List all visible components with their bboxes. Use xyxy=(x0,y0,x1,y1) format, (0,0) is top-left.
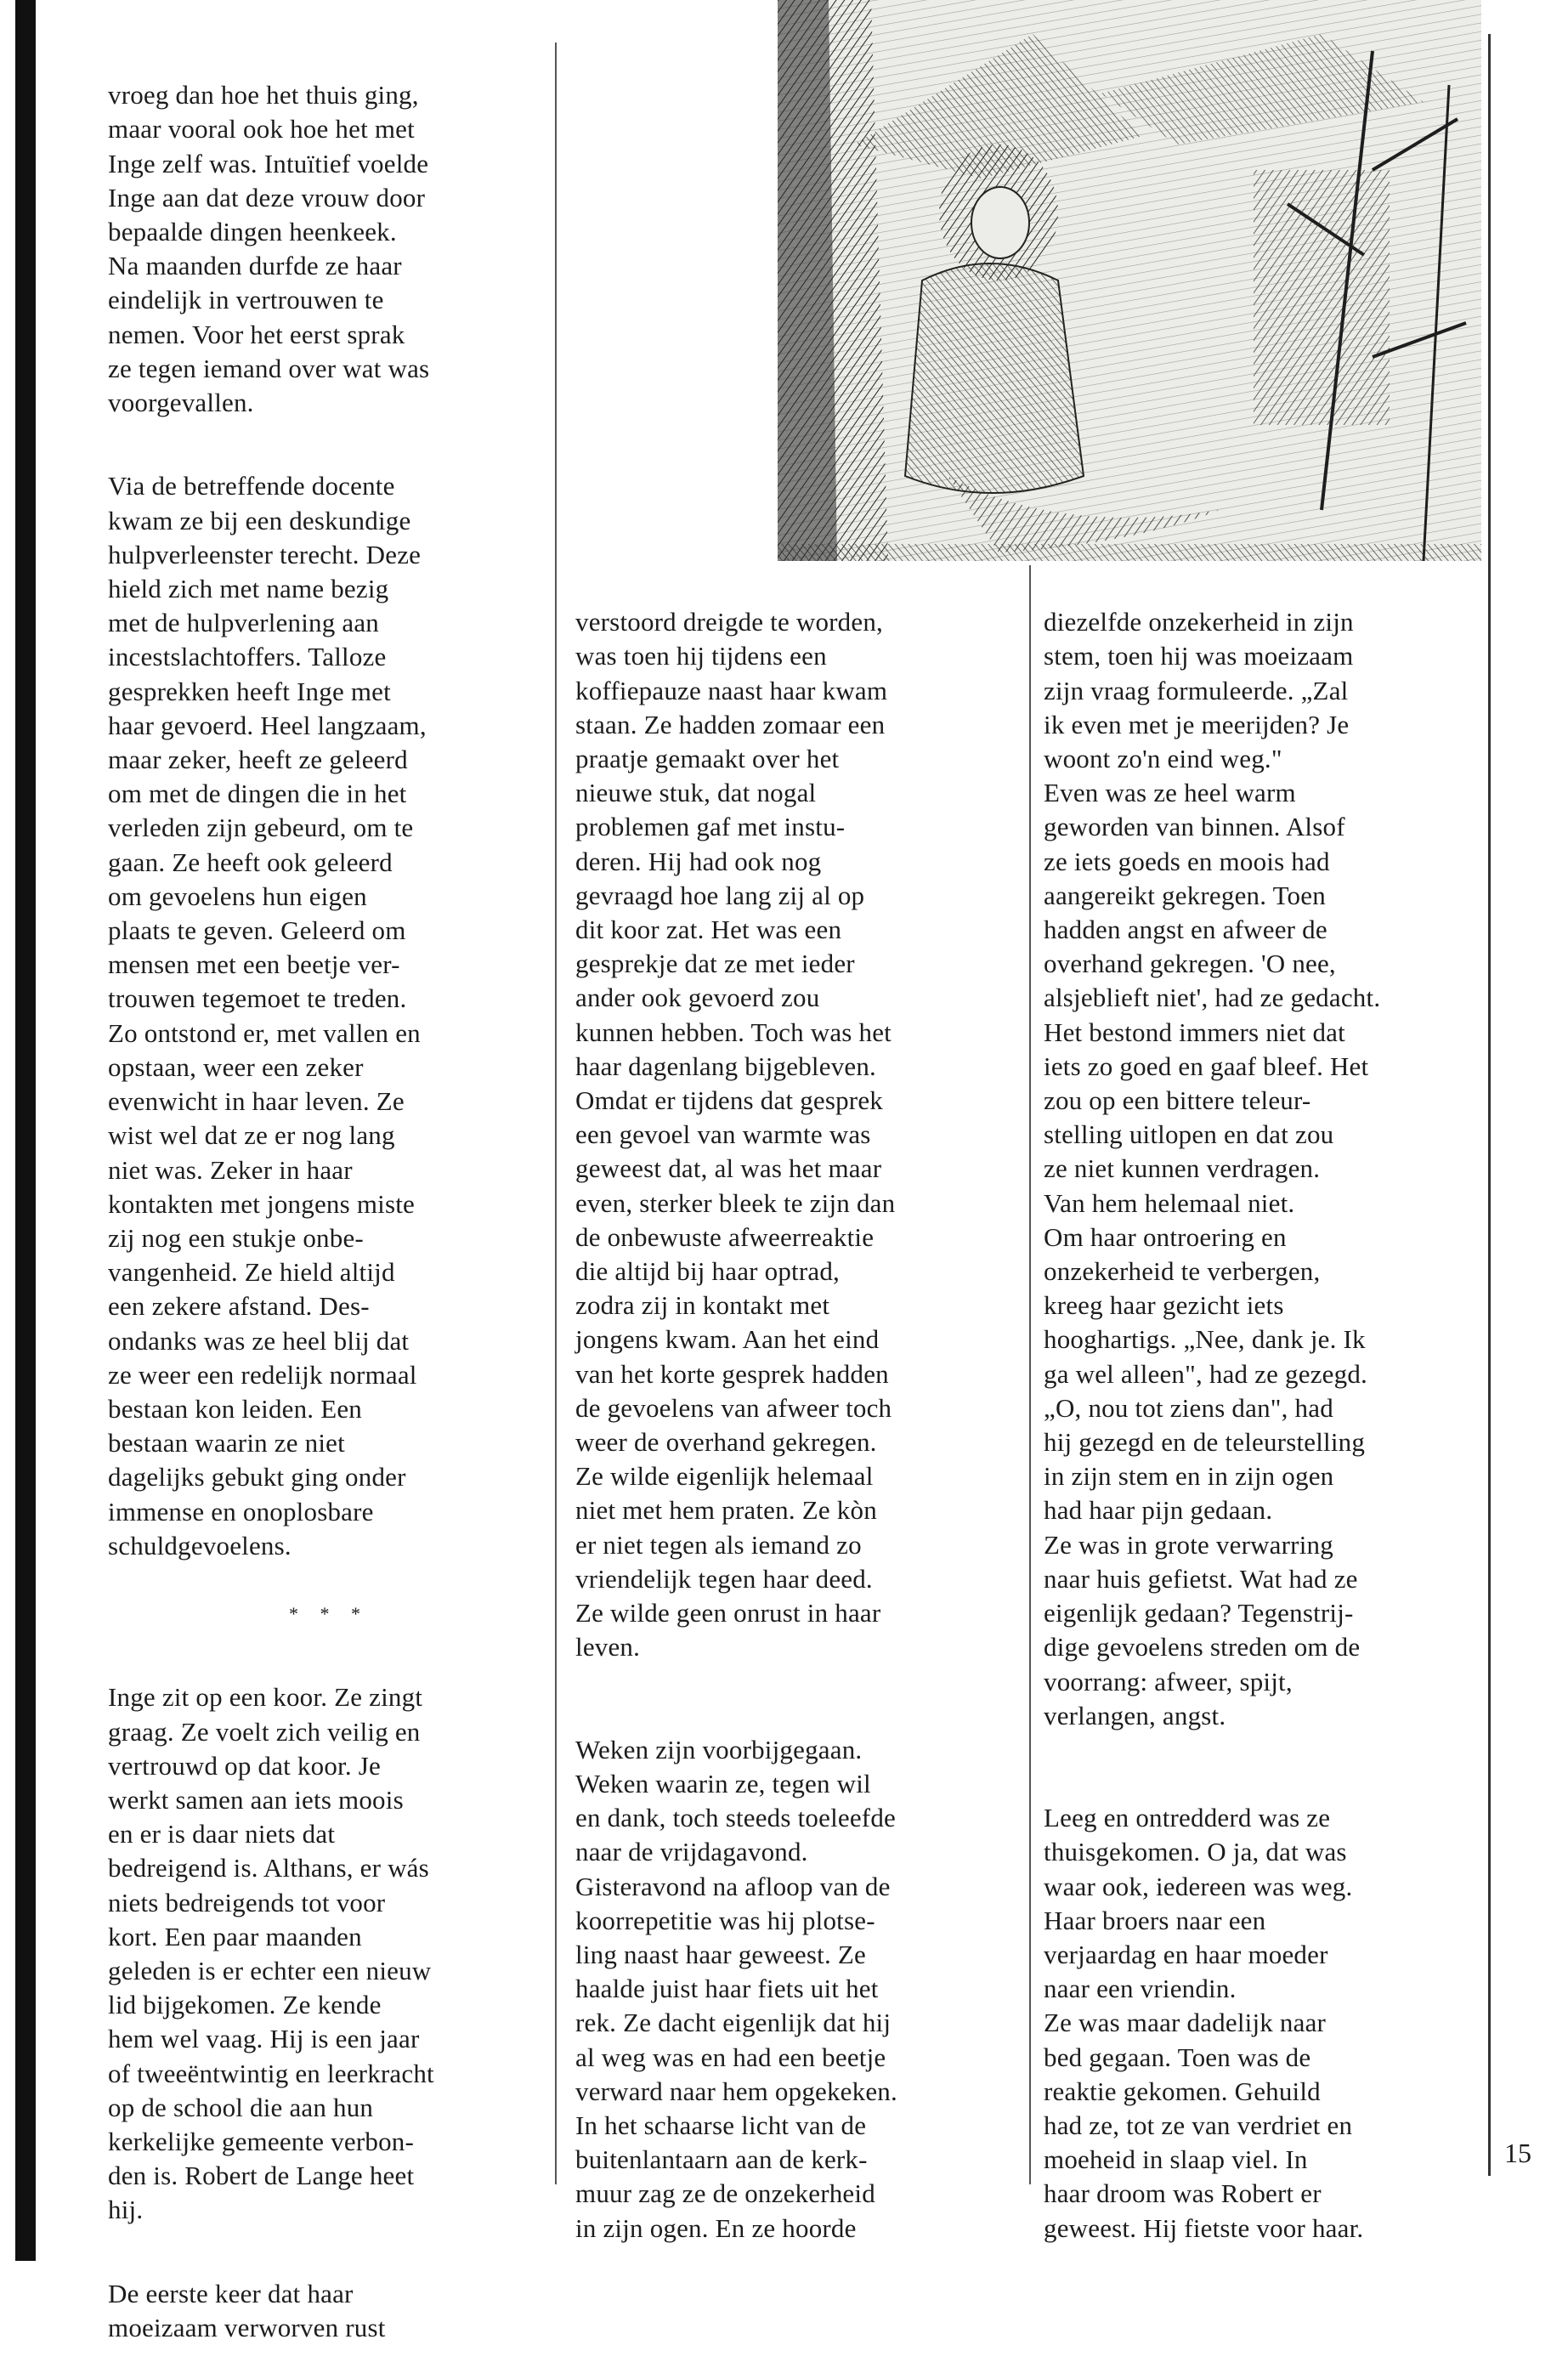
paragraph: Leeg en ontredderd was ze thuisgekomen. O ja, dat was waar ook, iedereen was weg. Haar broers naar een verjaardag en haar moeder naar een vriendin. Ze was maar dadelijk naar bed gegaan. Toen was de reaktie gekomen. Gehuild had ze, tot ze van verdriet en moeheid in slaap viel. In haar droom was Robert er geweest. Hij fietste voor haar. xyxy=(1044,1803,1364,2243)
paragraph: Via de betreffende docente kwam ze bij een deskundige hulpverleenster terecht. Deze hield zich met name bezig met de hulpverlening aan incestslachtoffers. Talloze gesprekken heeft Inge met haar gevoerd. Heel langzaam, maar zeker, heeft ze geleerd om met de dingen die in het verleden zijn gebeurd, om te gaan. Ze heeft ook geleerd om gevoelens hun eigen plaats te geven. Geleerd om mensen met een beetje ver- trouwen tegemoet te treden. Zo ontstond er, met vallen en opstaan, weer een zeker evenwicht in haar leven. Ze wist wel dat ze er nog lang niet was. Zeker in haar kontakten met jongens miste zij nog een stukje onbe- vangenheid. Ze hield altijd een zekere afstand. Des- ondanks was ze heel blij dat ze weer een redelijk normaal bestaan kon leiden. Een bestaan waarin ze niet dagelijks gebukt ging onder immense en onoplosbare schuldgevoelens. xyxy=(108,471,427,1561)
column-rule-2 xyxy=(1029,565,1031,2184)
paragraph: diezelfde onzekerheid in zijn stem, toen hij was moeizaam zijn vraag formuleerde. „Zal ik even met je meerijden? Je woont zo'n eind weg." Even was ze heel warm geworden van binnen. Alsof ze iets goeds en moois had aangereikt gekregen. Toen hadden angst en afweer de overhand gekregen. 'O nee, alsjeblieft niet', had ze gedacht. Het bestond immers niet dat iets zo goed en gaaf bleef. Het zou op een bittere teleur- stelling uitlopen en dat zou ze niet kunnen verdragen. Van hem helemaal niet. Om haar ontroering en onzekerheid te verbergen, kreeg haar gezicht iets hooghartigs. „Nee, dank je. Ik ga wel alleen", had ze gezegd. „O, nou tot ziens dan", had hij gezegd en de teleurstelling in zijn stem en in zijn ogen had haar pijn gedaan. Ze was in grote verwarring naar huis gefietst. Wat had ze eigenlijk gedaan? Tegenstrij- dige gevoelens streden om de voorrang: afweer, spijt, verlangen, angst. xyxy=(1044,607,1381,1730)
text-column-2 xyxy=(575,571,1024,2280)
paragraph: Inge zit op een koor. Ze zingt graag. Ze voelt zich veilig en vertrouwd op dat koor. Je werkt samen aan iets moois en er is daar niets dat bedreigend is. Althans, er wás niets bedreigends tot voor kort. Een paar maanden geleden is er echter een nieuw lid bijgekomen. Ze kende hem wel vaag. Hij is een jaar of tweeëntwintig en leerkracht op de school die aan hun kerkelijke gemeente verbon- den is. Robert de Lange heet hij. xyxy=(108,1682,434,2225)
illustration-drawing xyxy=(778,0,1481,561)
pen-ink-illustration xyxy=(778,0,1481,561)
paragraph: vroeg dan hoe het thuis ging, maar vooral ook hoe het met Inge zelf was. Intuïtief voelde Inge aan dat deze vrouw door bepaalde dingen heenkeek. Na maanden durfde ze haar eindelijk in vertrouwen te nemen. Voor het eerst sprak ze tegen iemand over wat was voorgevallen. xyxy=(108,80,430,418)
page-number: 15 xyxy=(1504,2138,1531,2168)
section-divider: * * * xyxy=(289,1603,369,1625)
column-rule-3 xyxy=(1488,34,1491,2176)
paragraph: De eerste keer dat haar moeizaam verworven rust xyxy=(108,2278,386,2342)
column-rule-1 xyxy=(555,42,557,2184)
page-binding-edge xyxy=(15,0,36,2261)
paragraph: Weken zijn voorbijgegaan. Weken waarin ze, tegen wil en dank, toch steeds toeleefde naar de vrijdagavond. Gisteravond na afloop van de koorrepetitie was hij plotse- ling naast haar geweest. Ze haalde juist haar fiets uit het rek. Ze dacht eigenlijk dat hij al weg was en had een beetje verward naar hem opgekeken. In het schaarse licht van de buitenlantaarn aan de kerk- muur zag ze de onzekerheid in zijn ogen. En ze hoorde xyxy=(575,1734,897,2243)
text-column-1 xyxy=(108,44,550,2379)
paragraph: verstoord dreigde te worden, was toen hij tijdens een koffiepauze naast haar kwam staan. Ze hadden zomaar een praatje gemaakt over het nieuwe stuk, dat nogal problemen gaf met instu- deren. Hij had ook nog gevraagd hoe lang zij al op dit koor zat. Het was een gesprekje dat ze met ieder ander ook gevoerd zou kunnen hebben. Toch was het haar dagenlang bijgebleven. Omdat er tijdens dat gesprek een gevoel van warmte was geweest dat, al was het maar even, sterker bleek te zijn dan de onbewuste afweerreaktie die altijd bij haar optrad, zodra zij in kontakt met jongens kwam. Aan het eind van het korte gesprek hadden de gevoelens van afweer toch weer de overhand gekregen. Ze wilde eigenlijk helemaal niet met hem praten. Ze kòn er niet tegen als iemand zo vriendelijk tegen haar deed. Ze wilde geen onrust in haar leven. xyxy=(575,607,896,1662)
text-column-3 xyxy=(1044,571,1486,2280)
